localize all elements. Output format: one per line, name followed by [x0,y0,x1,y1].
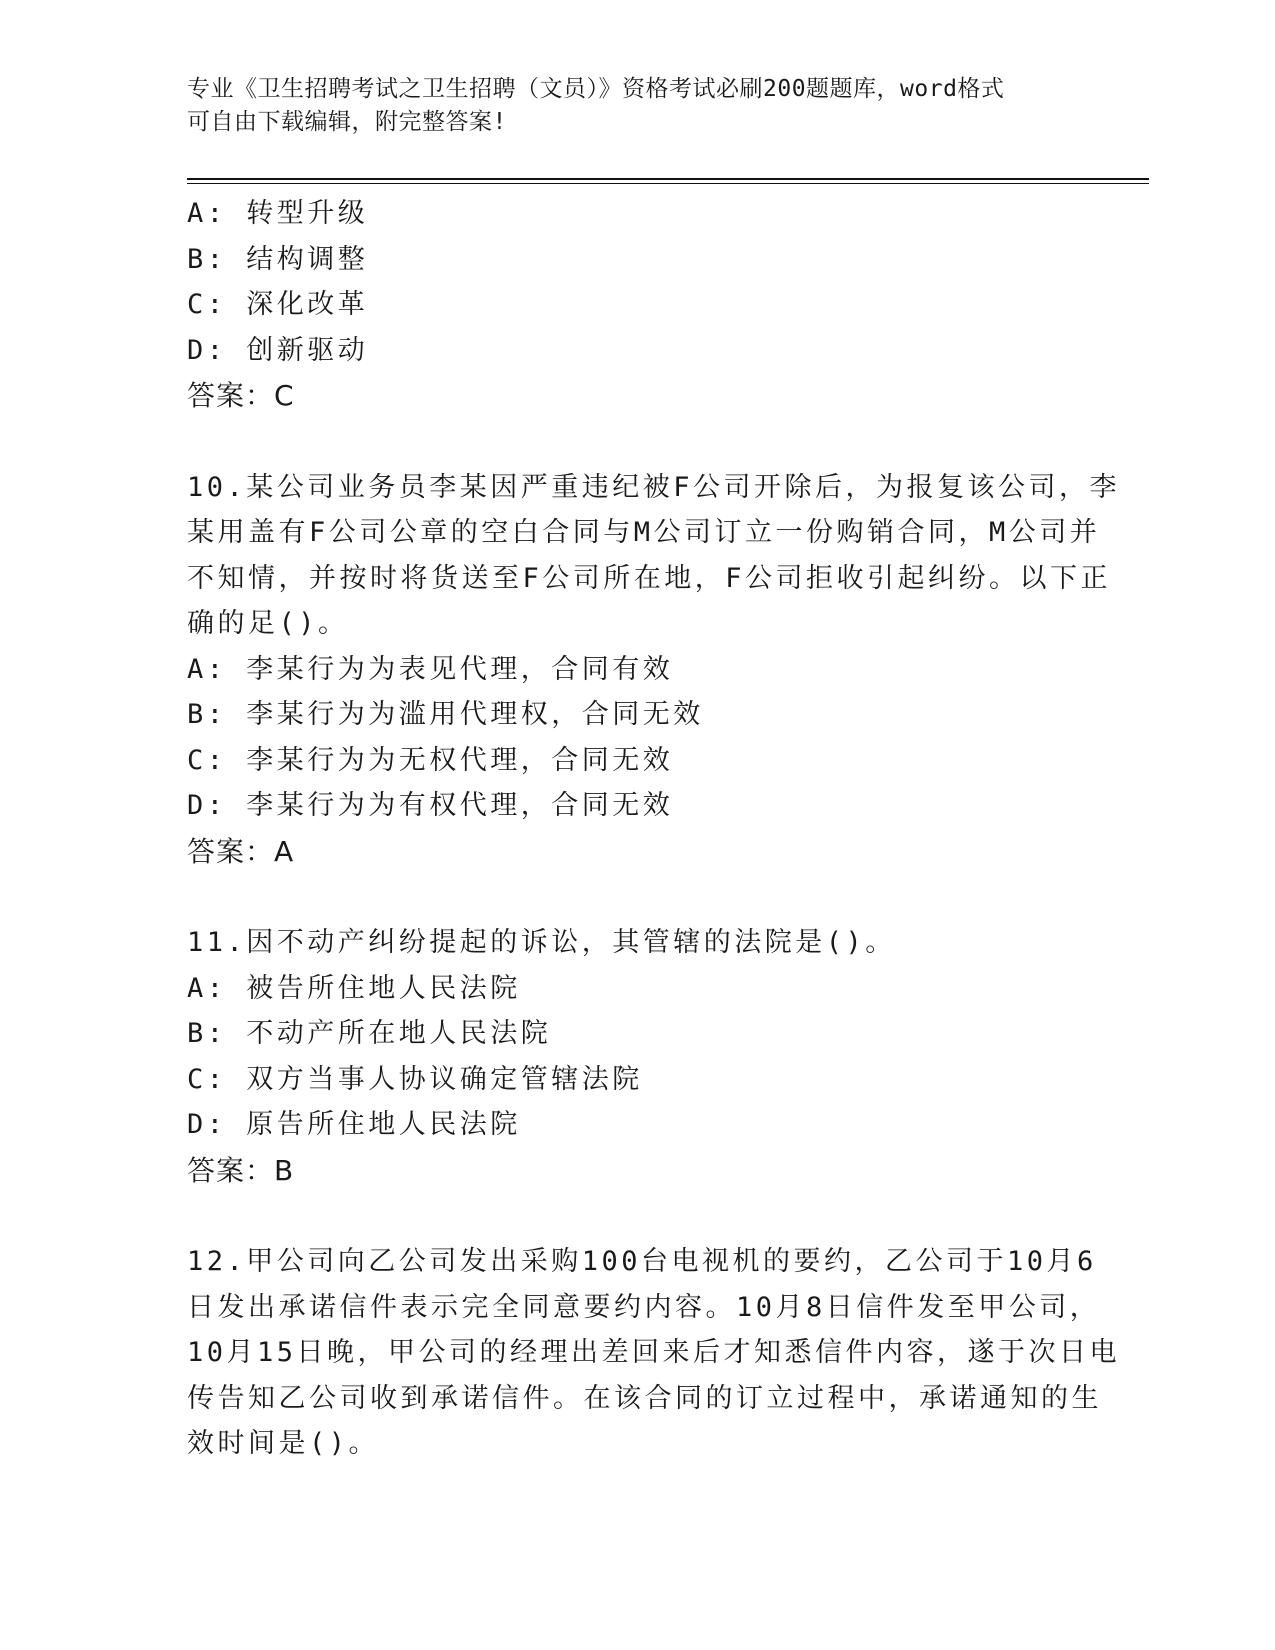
question-stem-line: 确的足()。 [187,608,349,639]
question-12 [187,1239,1121,1467]
option-b: B: 李某行为为滥用代理权，合同无效 [187,699,704,730]
option-d: D: 创新驱动 [187,334,369,366]
option-d: D: 原告所住地人民法院 [187,1109,521,1140]
answer-line: 答案：A [187,834,295,868]
question-stem-line: 不知情，并按时将货送至F公司所在地，F公司拒收引起纠纷。以下正 [187,562,1112,594]
option-d: D: 李某行为为有权代理，合同无效 [187,790,674,821]
answer-line: 答案：B [187,1153,295,1187]
question-11 [187,920,1087,1193]
option-a: A: 转型升级 [187,198,369,229]
option-c: C: 双方当事人协议确定管辖法院 [187,1063,643,1095]
question-stem-line: 日发出承诺信件表示完全同意要约内容。10月8日信件发至甲公司， [187,1291,1101,1323]
header-line-1: 专业《卫生招聘考试之卫生招聘（文员）》资格考试必刷200题题库，word格式 [187,76,1005,102]
question-stem-line: 10.某公司业务员李某因严重违纪被F公司开除后，为报复该公司，李 [187,471,1121,503]
header-line-2: 可自由下载编辑，附完整答案! [187,109,507,135]
option-a: A: 被告所住地人民法院 [187,972,521,1004]
spacer [187,419,1087,465]
spacer [187,1193,1087,1239]
option-c: C: 深化改革 [187,289,369,320]
question-stem-line: 12.甲公司向乙公司发出采购100台电视机的要约，乙公司于10月6 [187,1246,1097,1277]
answer-line: 答案：C [187,379,295,412]
question-stem-line: 某用盖有F公司公章的空白合同与M公司订立一份购销合同，M公司并 [187,517,1101,548]
question-stem-line: 10月15日晚，甲公司的经理出差回来后才知悉信件内容，遂于次日电 [187,1337,1121,1368]
question-9 [187,191,1087,419]
document-header [187,73,1067,139]
option-b: B: 不动产所在地人民法院 [187,1018,552,1049]
header-divider [187,178,1149,184]
question-10 [187,465,1121,875]
question-content [187,191,1121,1467]
option-b: B: 结构调整 [187,243,369,275]
option-c: C: 李某行为为无权代理，合同无效 [187,744,674,776]
question-stem-line: 效时间是()。 [187,1428,380,1459]
spacer [187,874,1087,920]
option-a: A: 李某行为为表见代理，合同有效 [187,653,674,685]
question-stem-line: 传告知乙公司收到承诺信件。在该合同的订立过程中，承诺通知的生 [187,1382,1102,1414]
question-stem-line: 11.因不动产纠纷提起的诉讼，其管辖的法院是()。 [187,927,896,958]
